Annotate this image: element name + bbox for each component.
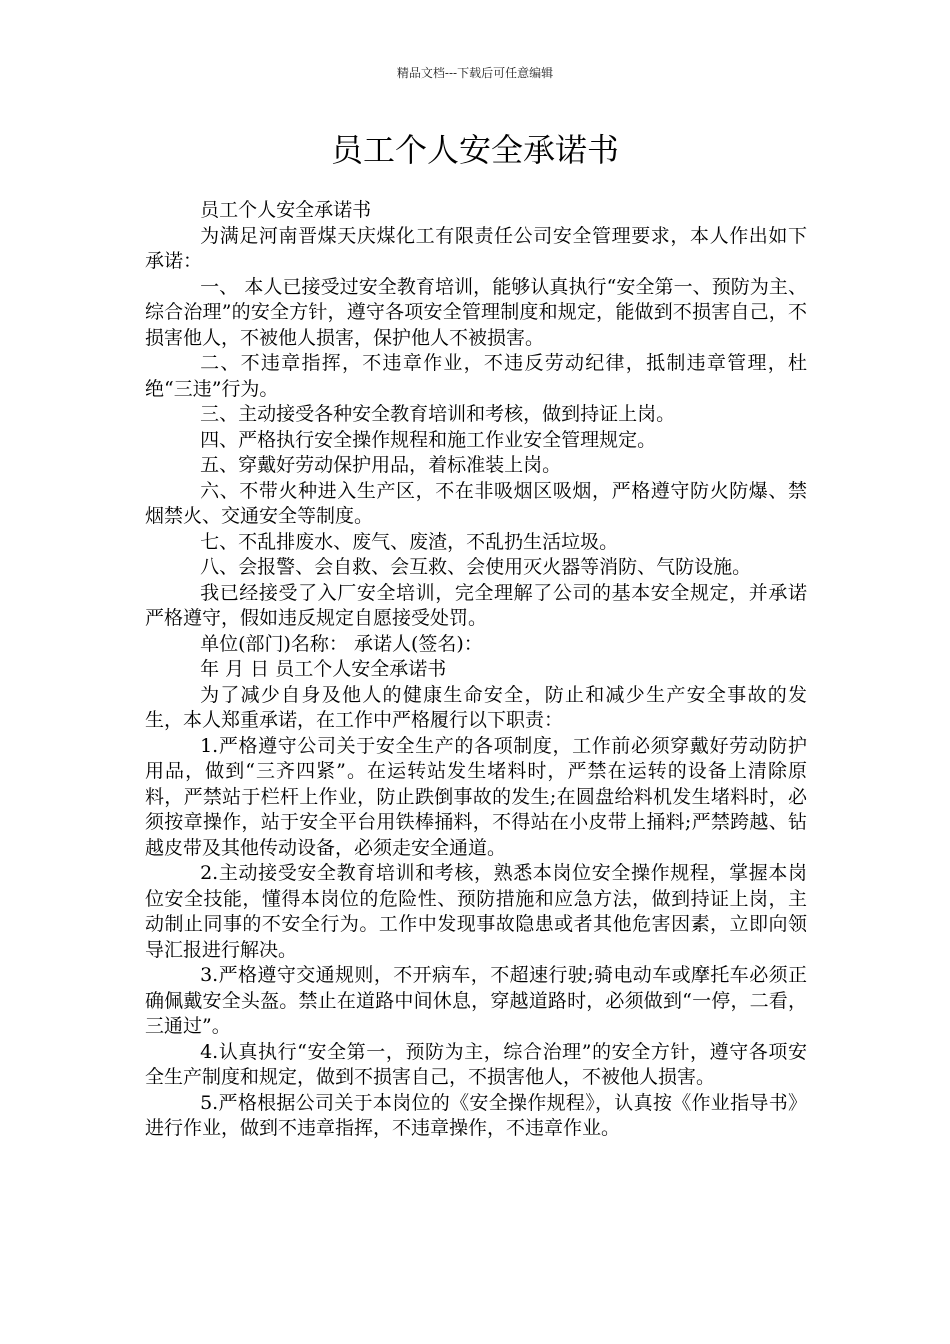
- paragraph-duty-5: 5.严格根据公司关于本岗位的《安全操作规程》，认真按《作业指导书》进行作业，做到不违章指挥，不违章操作，不违章作业。: [145, 1091, 807, 1139]
- paragraph-signature-line: 单位(部门)名称： 承诺人(签名)：: [200, 632, 483, 655]
- paragraph-intro: 为满足河南晋煤天庆煤化工有限责任公司安全管理要求，本人作出如下承诺：: [145, 224, 807, 272]
- document-body: [145, 198, 807, 1142]
- paragraph-duty-3: 3.严格遵守交通规则，不开病车，不超速行驶;骑电动车或摩托车必须正确佩戴安全头盔。禁止在道路中间休息，穿越道路时，必须做到“一停，二看，三通过”。: [145, 964, 807, 1037]
- paragraph-item-4: 四、严格执行安全操作规程和施工作业安全管理规定。: [200, 428, 657, 451]
- paragraph-second-intro: 为了减少自身及他人的健康生命安全，防止和减少生产安全事故的发生，本人郑重承诺，在工作中严格履行以下职责：: [145, 683, 807, 731]
- paragraph-item-3: 三、主动接受各种安全教育培训和考核，做到持证上岗。: [200, 403, 676, 425]
- paragraph-item-7: 七、不乱排废水、废气、废渣，不乱扔生活垃圾。: [200, 530, 619, 553]
- paragraph-item-2: 二、不违章指挥，不违章作业，不违反劳动纪律，抵制违章管理，杜绝“三违”行为。: [145, 352, 807, 400]
- paragraph-subtitle: 员工个人安全承诺书: [200, 199, 372, 221]
- paragraph-item-1: 一、 本人已接受过安全教育培训，能够认真执行“安全第一、预防为主、综合治理”的安全方针，遵守各项安全管理制度和规定，能做到不损害自己，不损害他人，不被他人损害，保护他人不被损害。: [145, 275, 807, 349]
- paragraph-duty-2: 2.主动接受安全教育培训和考核，熟悉本岗位安全操作规程，掌握本岗位安全技能，懂得本岗位的危险性、预防措施和应急方法，做到持证上岗，主动制止同事的不安全行为。工作中发现事故隐患或者其他危害因素，立即向领导汇报进行解决。: [145, 862, 807, 961]
- header-note: 精品文档---下载后可任意编辑: [396, 66, 554, 80]
- paragraph-acknowledgement: 我已经接受了入厂安全培训，完全理解了公司的基本安全规定，并承诺严格遵守，假如违反规定自愿接受处罚。: [145, 581, 807, 629]
- paragraph-item-6: 六、不带火种进入生产区，不在非吸烟区吸烟，严格遵守防火防爆、禁烟禁火、交通安全等制度。: [145, 479, 807, 527]
- paragraph-date-line: 年 月 日 员工个人安全承诺书: [200, 658, 447, 680]
- document-title: 员工个人安全承诺书: [330, 131, 619, 169]
- paragraph-duty-4: 4.认真执行“安全第一，预防为主，综合治理”的安全方针，遵守各项安全生产制度和规定，做到不损害自己，不损害他人，不被他人损害。: [145, 1040, 807, 1088]
- paragraph-duty-1: 1.严格遵守公司关于安全生产的各项制度，工作前必须穿戴好劳动防护用品，做到“三齐四紧”。在运转站发生堵料时，严禁在运转的设备上清除原料，严禁站于栏杆上作业，防止跌倒事故的发生;在圆盘给料机发生堵料时，必须按章操作，站于安全平台用铁棒捅料，不得站在小皮带上捅料;严禁跨越、钻越皮带及其他传动设备，必须走安全通道。: [145, 734, 807, 859]
- paragraph-item-5: 五、穿戴好劳动保护用品，着标准装上岗。: [200, 454, 562, 476]
- paragraph-item-8: 八、会报警、会自救、会互救、会使用灭火器等消防、气防设施。: [200, 556, 752, 578]
